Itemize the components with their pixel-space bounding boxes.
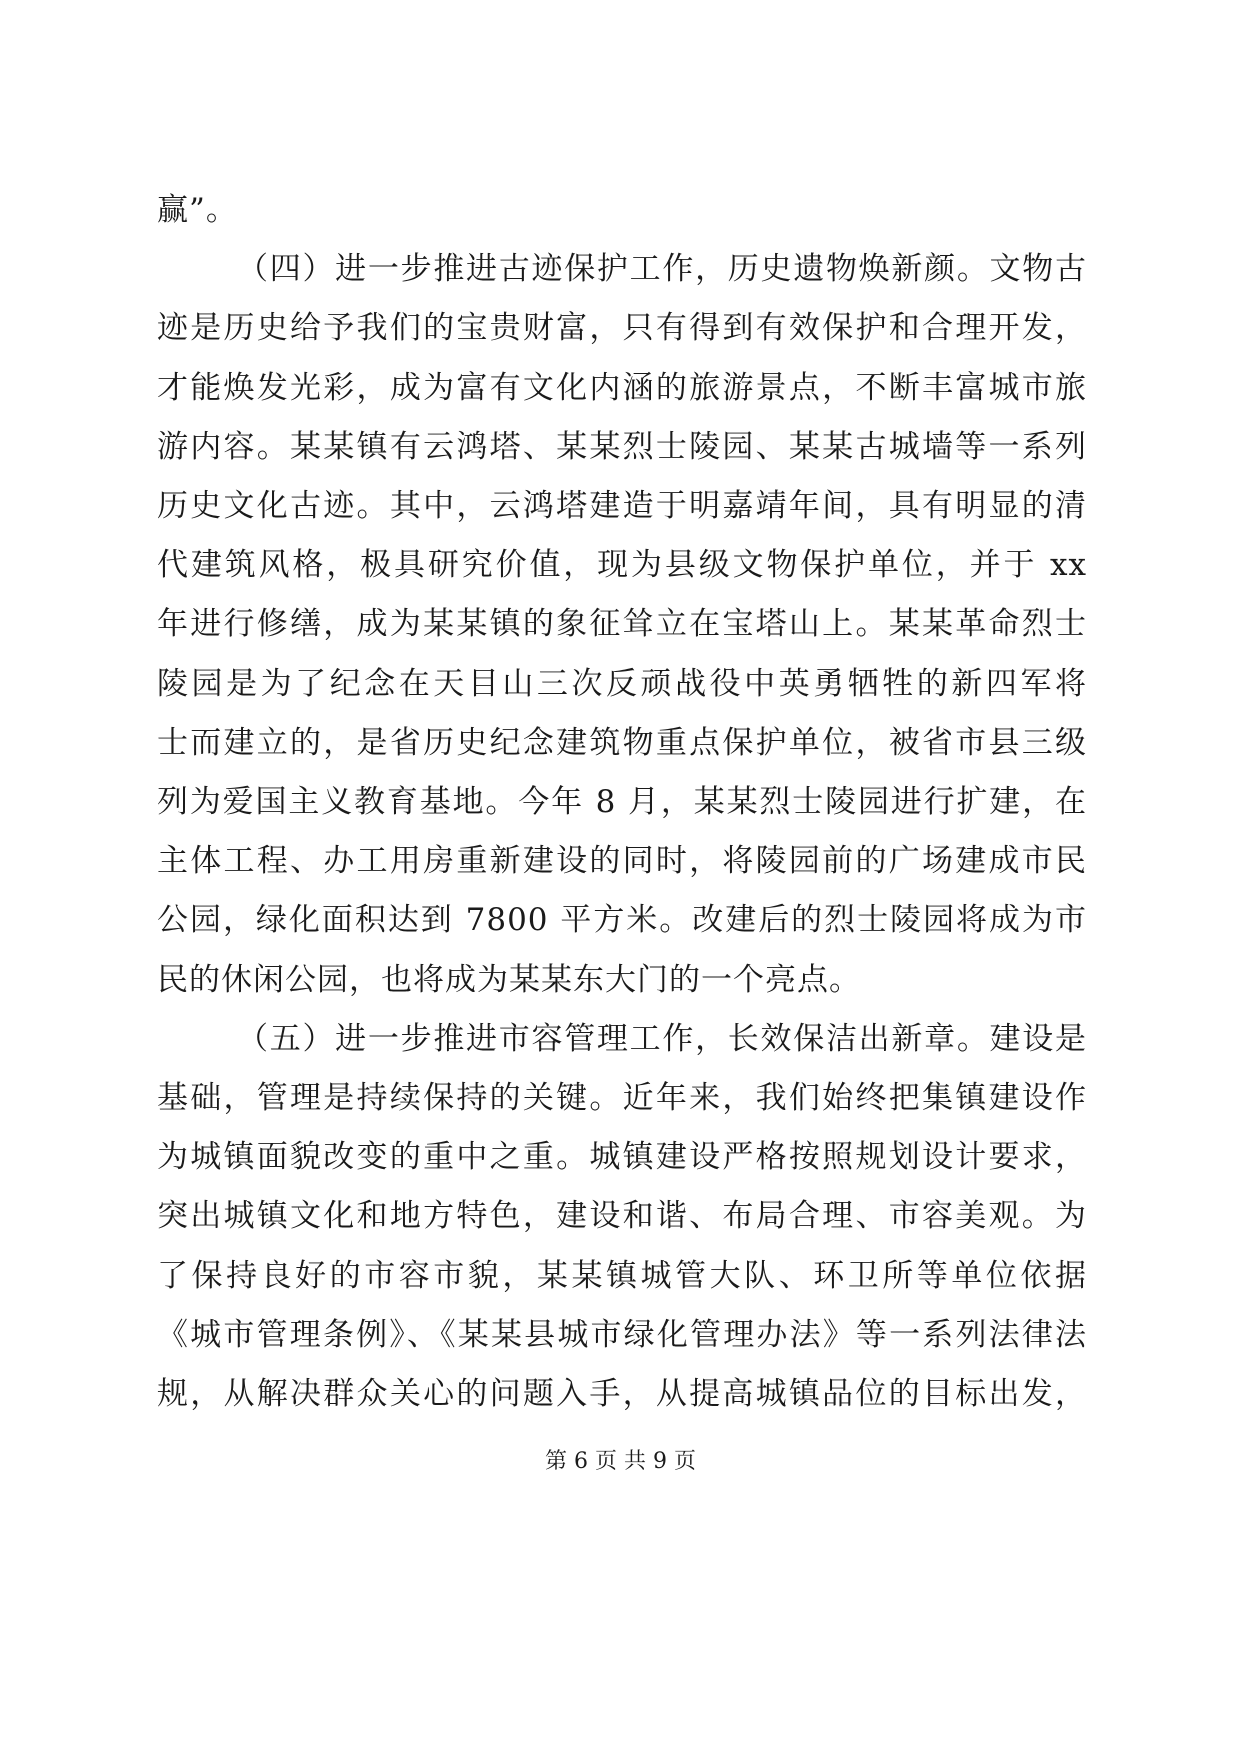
- paragraph-line: 了保持良好的市容市貌，某某镇城管大队、环卫所等单位依据: [157, 1258, 1087, 1294]
- page-footer: 第 6 页 共 9 页: [545, 1449, 696, 1474]
- paragraph-line: 突出城镇文化和地方特色，建设和谐、布局合理、市容美观。为: [157, 1198, 1087, 1234]
- paragraph-line: 《城市管理条例》、《某某县城市绿化管理办法》等一系列法律法: [157, 1317, 1087, 1353]
- paragraph-line: 主体工程、办工用房重新建设的同时，将陵园前的广场建成市民: [157, 843, 1087, 879]
- paragraph-line: （四）进一步推进古迹保护工作，历史遗物焕新颜。文物古: [237, 251, 1087, 287]
- paragraph-line: 规，从解决群众关心的问题入手，从提高城镇品位的目标出发，: [157, 1376, 1087, 1412]
- paragraph-line: 迹是历史给予我们的宝贵财富，只有得到有效保护和合理开发，: [157, 310, 1087, 346]
- paragraph-line: 基础，管理是持续保持的关键。近年来，我们始终把集镇建设作: [157, 1080, 1087, 1116]
- paragraph-line: 游内容。某某镇有云鸿塔、某某烈士陵园、某某古城墙等一系列: [157, 429, 1087, 465]
- paragraph-line: 士而建立的，是省历史纪念建筑物重点保护单位，被省市县三级: [157, 725, 1087, 761]
- paragraph-line: 民的休闲公园，也将成为某某东大门的一个亮点。: [157, 962, 861, 998]
- paragraph-line: （五）进一步推进市容管理工作，长效保洁出新章。建设是: [237, 1021, 1087, 1057]
- paragraph-line: 才能焕发光彩，成为富有文化内涵的旅游景点，不断丰富城市旅: [157, 370, 1087, 406]
- paragraph-line: 为城镇面貌改变的重中之重。城镇建设严格按照规划设计要求，: [157, 1139, 1087, 1175]
- paragraph-line: 赢”。: [157, 192, 238, 228]
- paragraph-line: 陵园是为了纪念在天目山三次反顽战役中英勇牺牲的新四军将: [157, 666, 1087, 702]
- paragraph-line: 公园，绿化面积达到 7800 平方米。改建后的烈士陵园将成为市: [157, 902, 1087, 938]
- paragraph-line: 列为爱国主义教育基地。今年 8 月，某某烈士陵园进行扩建，在: [157, 784, 1087, 820]
- paragraph-line: 历史文化古迹。其中，云鸿塔建造于明嘉靖年间，具有明显的清: [157, 488, 1087, 524]
- paragraph-line: 年进行修缮，成为某某镇的象征耸立在宝塔山上。某某革命烈士: [157, 606, 1087, 642]
- paragraph-line: 代建筑风格，极具研究价值，现为县级文物保护单位，并于 xx: [157, 547, 1087, 583]
